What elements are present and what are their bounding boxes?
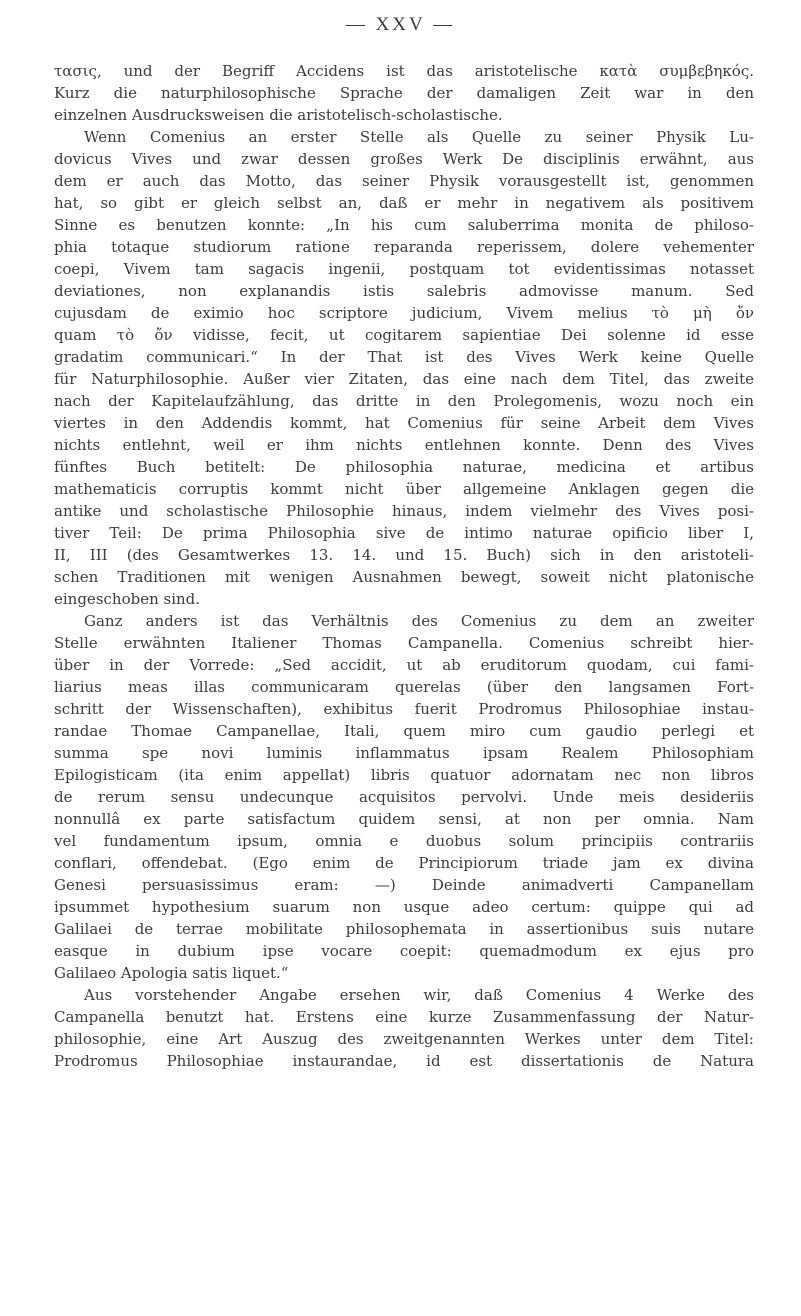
- text-line: de rerum sensu undecunque acquisitos pervolvi. Unde meis desideriis: [54, 788, 754, 806]
- text-line: cujusdam de eximio hoc scriptore judicium, Vivem melius τὸ μὴ ὄν: [54, 304, 754, 322]
- text-line: liarius meas illas communicaram querelas (über den langsamen Fort-: [54, 678, 754, 696]
- text-line: Kurz die naturphilosophische Sprache der damaligen Zeit war in den: [54, 84, 754, 102]
- page-number-header: — XXV —: [345, 14, 456, 35]
- text-line: gradatim communicari.“ In der That ist des Vives Werk keine Quelle: [54, 348, 754, 366]
- body-text: [54, 60, 754, 1072]
- text-line: Galilaeo Apologia satis liquet.“: [54, 964, 289, 982]
- text-line: viertes in den Addendis kommt, hat Comenius für seine Arbeit dem Vives: [54, 414, 754, 432]
- text-line: Stelle erwähnten Italiener Thomas Campanella. Comenius schreibt hier-: [54, 634, 754, 652]
- text-line: summa spe novi luminis inflammatus ipsam Realem Philosophiam: [54, 744, 754, 762]
- text-line: vel fundamentum ipsum, omnia e duobus solum principiis contrariis: [54, 832, 754, 850]
- text-line: Sinne es benutzen konnte: „In his cum saluberrima monita de philoso-: [54, 216, 754, 234]
- text-line: über in der Vorrede: „Sed accidit, ut ab eruditorum quodam, cui fami-: [54, 656, 754, 674]
- text-line: einzelnen Ausdrucksweisen die aristotelisch-scholastische.: [54, 106, 503, 124]
- text-line: Aus vorstehender Angabe ersehen wir, daß Comenius 4 Werke des: [84, 986, 754, 1004]
- text-line: hat, so gibt er gleich selbst an, daß er mehr in negativem als positivem: [54, 194, 754, 212]
- text-line: II, III (des Gesamtwerkes 13. 14. und 15. Buch) sich in den aristoteli-: [54, 546, 754, 564]
- text-line: nach der Kapitelaufzählung, das dritte in den Prolegomenis, wozu noch ein: [54, 392, 754, 410]
- text-line: dovicus Vives und zwar dessen großes Werk De disciplinis erwähnt, aus: [54, 150, 754, 168]
- text-line: easque in dubium ipse vocare coepit: quemadmodum ex ejus pro: [54, 942, 754, 960]
- text-line: für Naturphilosophie. Außer vier Zitaten, das eine nach dem Titel, das zweite: [54, 370, 754, 388]
- text-line: quam τὸ ὄν vidisse, fecit, ut cogitarem sapientiae Dei solenne id esse: [54, 326, 754, 344]
- text-line: phia totaque studiorum ratione reparanda reperissem, dolere vehementer: [54, 238, 754, 256]
- text-line: mathematicis corruptis kommt nicht über allgemeine Anklagen gegen die: [54, 480, 754, 498]
- text-line: coepi, Vivem tam sagacis ingenii, postquam tot evidentissimas notasset: [54, 260, 754, 278]
- text-line: Epilogisticam (ita enim appellat) libris quatuor adornatam nec non libros: [54, 766, 754, 784]
- text-line: fünftes Buch betitelt: De philosophia naturae, medicina et artibus: [54, 458, 754, 476]
- text-line: conflari, offendebat. (Ego enim de Principiorum triade jam ex divina: [54, 854, 754, 872]
- text-line: antike und scholastische Philosophie hinaus, indem vielmehr des Vives posi-: [54, 502, 754, 520]
- text-line: schen Traditionen mit wenigen Ausnahmen bewegt, soweit nicht platonische: [54, 568, 754, 586]
- text-line: randae Thomae Campanellae, Itali, quem miro cum gaudio perlegi et: [54, 722, 754, 740]
- text-line: schritt der Wissenschaften), exhibitus fuerit Prodromus Philosophiae instau-: [54, 700, 754, 718]
- text-line: nonnullâ ex parte satisfactum quidem sensi, at non per omnia. Nam: [54, 810, 754, 828]
- text-line: eingeschoben sind.: [54, 590, 201, 608]
- text-line: nichts entlehnt, weil er ihm nichts entlehnen konnte. Denn des Vives: [54, 436, 754, 454]
- text-line: τασις, und der Begriff Accidens ist das aristotelische κατὰ συμβεβηκός.: [54, 62, 754, 80]
- text-line: philosophie, eine Art Auszug des zweitgenannten Werkes unter dem Titel:: [54, 1030, 754, 1048]
- text-line: dem er auch das Motto, das seiner Physik vorausgestellt ist, genommen: [54, 172, 754, 190]
- text-line: Campanella benutzt hat. Erstens eine kurze Zusammenfassung der Natur-: [54, 1008, 754, 1026]
- text-line: Galilaei de terrae mobilitate philosophemata in assertionibus suis nutare: [54, 920, 754, 938]
- text-line: Prodromus Philosophiae instaurandae, id est dissertationis de Natura: [54, 1052, 754, 1070]
- text-line: deviationes, non explanandis istis salebris admovisse manum. Sed: [54, 282, 754, 300]
- text-line: ipsummet hypothesium suarum non usque adeo certum: quippe qui ad: [54, 898, 754, 916]
- text-line: tiver Teil: De prima Philosophia sive de intimo naturae opificio liber I,: [54, 524, 754, 542]
- text-line: Genesi persuasissimus eram: —) Deinde animadverti Campanellam: [54, 876, 754, 894]
- text-line: Wenn Comenius an erster Stelle als Quelle zu seiner Physik Lu-: [84, 128, 754, 146]
- text-line: Ganz anders ist das Verhältnis des Comenius zu dem an zweiter: [84, 612, 754, 630]
